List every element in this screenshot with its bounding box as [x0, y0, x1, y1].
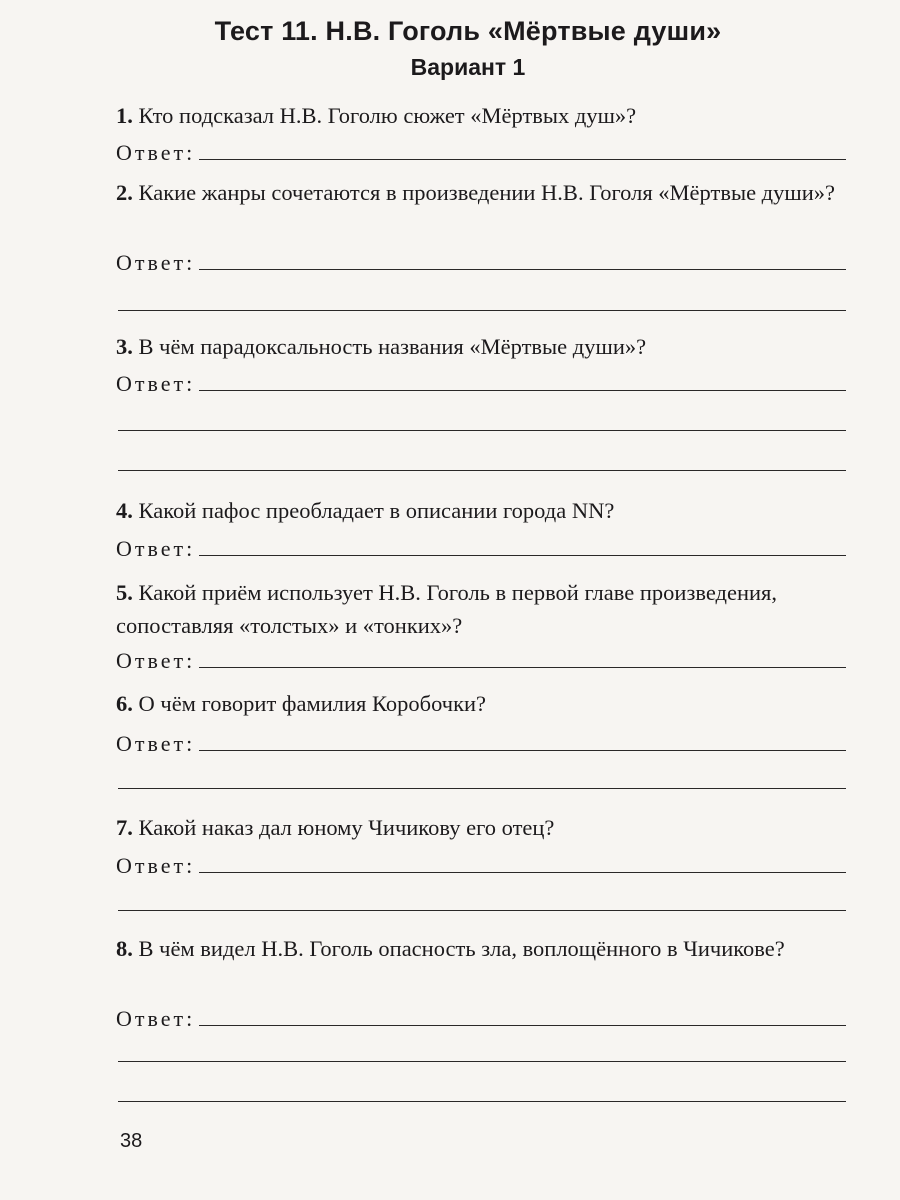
answer-line[interactable] — [199, 872, 846, 873]
answer-field-4[interactable] — [116, 532, 846, 562]
question-text: Какие жанры сочетаются в произведении Н.В. Гоголя «Мёртвые души»? — [138, 180, 835, 205]
answer-line[interactable] — [118, 430, 846, 431]
answer-line[interactable] — [118, 1061, 846, 1062]
answer-field-7[interactable] — [116, 849, 846, 879]
answer-field-1[interactable] — [116, 136, 846, 166]
answer-field-8[interactable] — [116, 1002, 846, 1032]
answer-line[interactable] — [199, 667, 846, 668]
answer-line[interactable] — [199, 390, 846, 391]
question-3 — [116, 330, 846, 363]
answer-label: Ответ: — [116, 371, 196, 396]
question-number: 8. — [116, 936, 133, 961]
question-text: Какой наказ дал юному Чичикову его отец? — [138, 815, 555, 840]
answer-field-3[interactable] — [116, 367, 846, 397]
answer-label: Ответ: — [116, 731, 196, 756]
answer-field-2[interactable] — [116, 246, 846, 276]
question-8 — [116, 932, 846, 965]
question-text: О чём говорит фамилия Коробочки? — [138, 691, 487, 716]
question-5 — [116, 576, 846, 642]
answer-field-6[interactable] — [116, 727, 846, 757]
question-text: В чём видел Н.В. Гоголь опасность зла, воплощённого в Чичикове? — [138, 936, 785, 961]
question-6 — [116, 687, 846, 720]
question-text: Кто подсказал Н.В. Гоголю сюжет «Мёртвых душ»? — [138, 103, 637, 128]
answer-label: Ответ: — [116, 1006, 196, 1031]
page-title: Тест 11. Н.В. Гоголь «Мёртвые души» — [214, 16, 722, 46]
question-text: В чём парадоксальность названия «Мёртвые души»? — [138, 334, 647, 359]
question-number: 3. — [116, 334, 133, 359]
answer-line[interactable] — [199, 555, 846, 556]
question-number: 6. — [116, 691, 133, 716]
answer-line[interactable] — [199, 750, 846, 751]
question-2 — [116, 176, 836, 209]
question-7 — [116, 811, 846, 844]
answer-label: Ответ: — [116, 536, 196, 561]
question-number: 4. — [116, 498, 133, 523]
question-text: Какой приём использует Н.В. Гоголь в первой главе произведения, сопоставляя «толстых» и «тонких»? — [116, 580, 778, 638]
question-number: 2. — [116, 180, 133, 205]
question-4 — [116, 494, 846, 527]
question-1 — [116, 99, 846, 132]
answer-line[interactable] — [118, 1101, 846, 1102]
question-text: Какой пафос преобладает в описании города NN? — [138, 498, 615, 523]
answer-label: Ответ: — [116, 853, 196, 878]
answer-field-5[interactable] — [116, 644, 846, 674]
answer-line[interactable] — [199, 159, 846, 160]
answer-line[interactable] — [118, 310, 846, 311]
question-number: 7. — [116, 815, 133, 840]
answer-line[interactable] — [118, 470, 846, 471]
answer-label: Ответ: — [116, 140, 196, 165]
answer-line[interactable] — [118, 910, 846, 911]
page-number: 38 — [120, 1130, 143, 1152]
answer-line[interactable] — [199, 1025, 846, 1026]
variant-heading: Вариант 1 — [410, 54, 526, 80]
answer-line[interactable] — [199, 269, 846, 270]
answer-line[interactable] — [118, 788, 846, 789]
question-number: 5. — [116, 580, 133, 605]
answer-label: Ответ: — [116, 250, 196, 275]
answer-label: Ответ: — [116, 648, 196, 673]
question-number: 1. — [116, 103, 133, 128]
